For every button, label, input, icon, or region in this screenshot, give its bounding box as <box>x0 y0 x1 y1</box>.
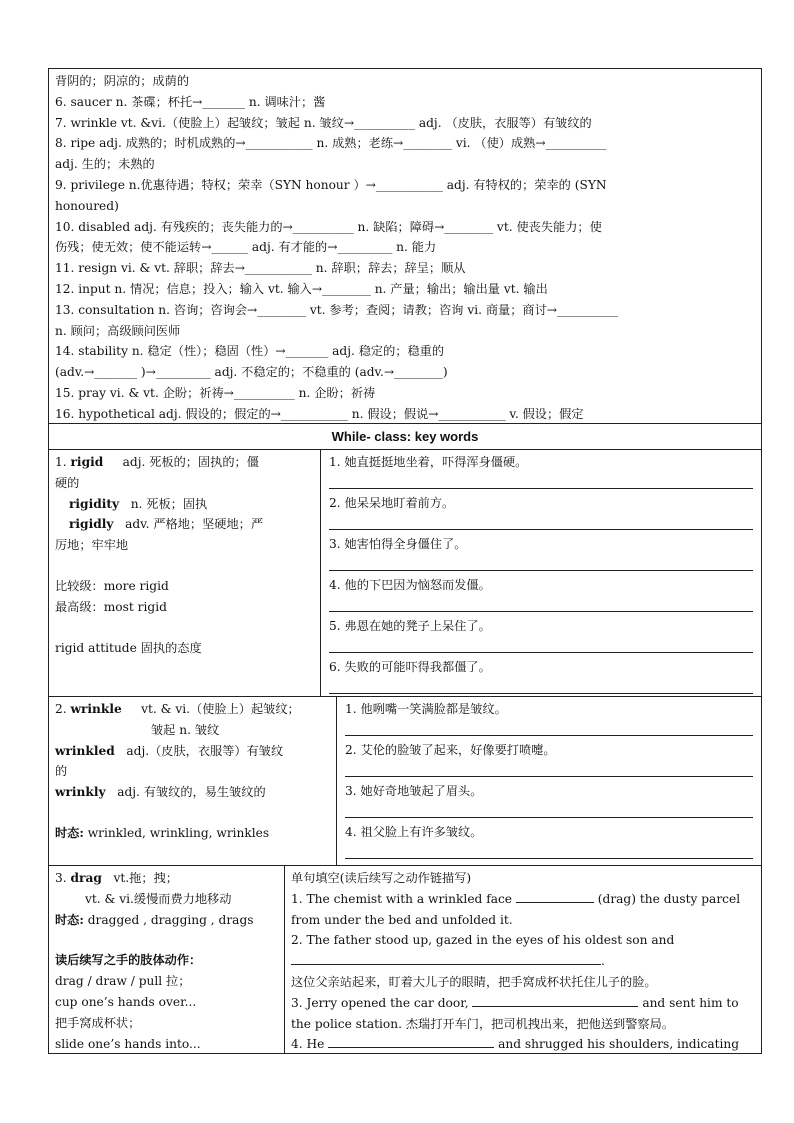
action-item: drag / draw / pull 拉； <box>55 974 191 989</box>
vocab-line: 9. privilege n.优惠待遇；特权；荣幸（SYN honour ）→___________ adj. 有特权的；荣幸的 (SYN <box>55 177 607 192</box>
vocab-line: 6. saucer n. 茶碟；杯托→_______ n. 调味汁；酱 <box>55 94 326 109</box>
vocab-line: 10. disabled adj. 有残疾的；丧失能力的→__________ n. 缺陷；障碍→________ vt. 使丧失能力；使 <box>55 219 602 234</box>
action-item: slide one’s hands into... <box>55 1036 201 1051</box>
rigid-entry: 1. rigid adj. 死板的；固执的；僵 硬的 rigidity n. 死板；固执 rigidly adv. 严格地；坚硬地；严 厉地；牢牢地 比较级：more rigid 最高级：most rigid rigid attitude 固执的态度 <box>48 449 321 697</box>
drag-entry: 3. drag vt.拖；拽； vt. & vi.缓慢而费力地移动 时态: dragged , dragging , drags 读后续写之手的肢体动作： drag / draw / pull 拉； cup one’s hands over... 把手窝成杯状； slide one’s hands into... <box>48 865 285 1054</box>
exercise-title: 单句填空(读后续写之动作链描写) <box>291 871 472 885</box>
wrinkle-entry: 2. wrinkle vt. & vi.（使脸上）起皱纹； 皱起 n. 皱纹 wrinkled adj.（皮肤，衣服等）有皱纹 的 wrinkly adj. 有皱纹的，易生皱纹的 时态: wrinkled, wrinkling, wrinkles <box>48 696 337 866</box>
superlative: 最高级：most rigid <box>55 599 167 614</box>
vocab-line: 13. consultation n. 咨询；咨询会→________ vt. 参考；查阅；请教；咨询 vi. 商量；商讨→__________ <box>55 302 618 317</box>
sentence: 6. 失败的可能吓得我都僵了。 <box>329 660 491 674</box>
phrase: rigid attitude 固执的态度 <box>55 640 202 655</box>
wrinkle-translation-exercises <box>336 696 762 866</box>
answer-line[interactable] <box>345 735 753 736</box>
comparative: 比较级：more rigid <box>55 578 169 593</box>
sentence: 1. 她直挺挺地坐着，吓得浑身僵硬。 <box>329 455 528 469</box>
fill-blank[interactable] <box>328 1035 494 1048</box>
headword: wrinkle <box>70 702 122 716</box>
sentence: 1. 他咧嘴一笑满脸都是皱纹。 <box>345 702 507 716</box>
section-header: While- class: key words <box>48 423 762 450</box>
answer-line[interactable] <box>329 652 753 653</box>
vocab-line: 背阴的；阴凉的；成荫的 <box>55 74 190 88</box>
worksheet-page <box>48 68 762 1054</box>
vocab-line: 伤残；使无效；使不能运转→______ adj. 有才能的→_________ n. 能力 <box>55 240 437 255</box>
sentence: 4. 他的下巴因为恼怒而发僵。 <box>329 578 491 592</box>
answer-line[interactable] <box>329 570 753 571</box>
vocab-line: (adv.→_______ )→_________ adj. 不稳定的；不稳重的 (adv.→________) <box>55 365 448 380</box>
fill-blank[interactable] <box>291 952 601 965</box>
vocabulary-section <box>48 68 762 424</box>
rigid-translation-exercises <box>320 449 762 697</box>
vocab-line: 11. resign vi. & vt. 辞职；辞去→___________ n. 辞职；辞去；辞呈；顺从 <box>55 261 466 276</box>
vocab-line: n. 顾问；高级顾问医师 <box>55 323 181 338</box>
headword: drag <box>70 871 102 885</box>
vocab-line: 7. wrinkle vt. &vi.（使脸上）起皱纹；皱起 n. 皱纹→__________ adj. （皮肤，衣服等）有皱纹的 <box>55 115 592 130</box>
headword: rigid <box>70 455 104 469</box>
sentence: 2. 艾伦的脸皱了起来，好像要打喷嚏。 <box>345 743 556 757</box>
sentence: 3. 她好奇地皱起了眉头。 <box>345 784 483 798</box>
answer-line[interactable] <box>345 817 753 818</box>
answer-line[interactable] <box>345 776 753 777</box>
sentence: 4. 祖父脸上有许多皱纹。 <box>345 825 483 839</box>
action-item: cup one’s hands over... <box>55 994 197 1009</box>
fill-blank[interactable] <box>472 994 638 1007</box>
sentence: 5. 弗恩在她的凳子上呆住了。 <box>329 619 491 633</box>
sentence: 3. 她害怕得全身僵住了。 <box>329 537 467 551</box>
vocab-line: 14. stability n. 稳定（性）；稳固（性）→_______ adj. 稳定的；稳重的 <box>55 344 445 359</box>
answer-line[interactable] <box>345 858 753 859</box>
vocab-line: honoured) <box>55 198 119 213</box>
vocab-line: 15. pray vi. & vt. 企盼；祈祷→__________ n. 企盼；祈祷 <box>55 385 376 400</box>
vocab-line: 16. hypothetical adj. 假设的；假定的→___________ n. 假设；假说→___________ v. 假设；假定 <box>55 406 584 421</box>
fill-blank[interactable] <box>516 890 594 903</box>
body-action-title: 读后续写之手的肢体动作： <box>55 953 202 968</box>
answer-line[interactable] <box>329 529 753 530</box>
answer-line[interactable] <box>329 693 753 694</box>
drag-fill-in-exercises: 单句填空(读后续写之动作链描写) 1. The chemist with a wrinkled face (drag) the dusty parcel from under the bed and unfolded it. 2. The father stood up, gazed in the eyes of his oldest son and . 这位父亲站起来，盯着大儿子的眼睛，把手窝成杯状托住儿子的脸。 3. Jerry opened the car door, and sent him to the police station. 杰瑞打开车门，把司机拽出来，把他送到警察局。 4. He and shrugged his shoulders, indicating <box>284 865 762 1054</box>
action-item: 把手窝成杯状； <box>55 1015 141 1030</box>
vocab-line: 12. input n. 情况；信息；投入；输入 vt. 输入→________ n. 产量；输出；输出量 vt. 输出 <box>55 281 548 296</box>
vocab-line: adj. 生的；未熟的 <box>55 157 155 172</box>
answer-line[interactable] <box>329 611 753 612</box>
sentence: 2. 他呆呆地盯着前方。 <box>329 496 455 510</box>
answer-line[interactable] <box>329 488 753 489</box>
vocab-line: 8. ripe adj. 成熟的；时机成熟的→___________ n. 成熟；老练→________ vi. （使）成熟→__________ <box>55 136 607 151</box>
